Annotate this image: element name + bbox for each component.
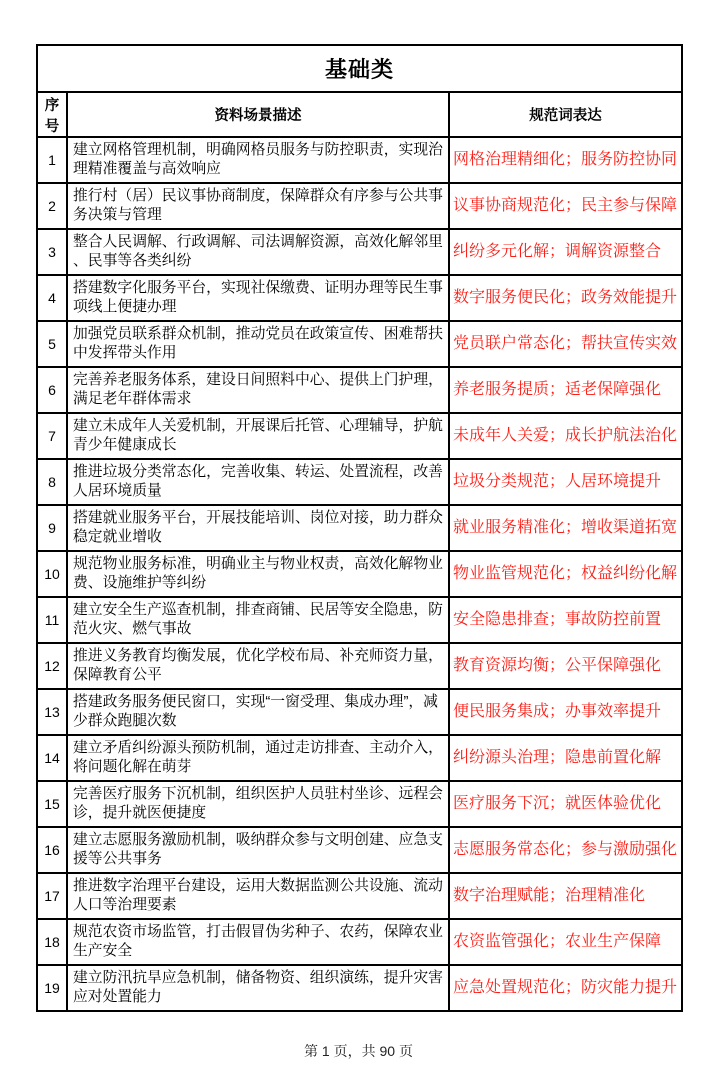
- row-index: 8: [37, 459, 67, 505]
- table-row: [37, 183, 682, 229]
- row-standard-keywords: 党员联户常态化；帮扶宣传实效: [449, 321, 682, 367]
- row-standard-keywords: 农资监管强化；农业生产保障: [449, 919, 682, 965]
- column-header-description: 资料场景描述: [67, 92, 449, 137]
- row-scene-description: 完善养老服务体系，建设日间照料中心、提供上门护理，满足老年群体需求: [67, 367, 449, 413]
- table-row: [37, 873, 682, 919]
- row-scene-description: 搭建数字化服务平台，实现社保缴费、证明办理等民生事项线上便捷办理: [67, 275, 449, 321]
- row-index: 10: [37, 551, 67, 597]
- table-header-row: [37, 92, 682, 137]
- table-row: [37, 505, 682, 551]
- row-standard-keywords: 安全隐患排查；事故防控前置: [449, 597, 682, 643]
- row-index: 3: [37, 229, 67, 275]
- table-title: 基础类: [37, 45, 682, 92]
- row-index: 13: [37, 689, 67, 735]
- row-index: 9: [37, 505, 67, 551]
- column-header-index: 序号: [37, 92, 67, 137]
- row-scene-description: 建立安全生产巡查机制，排查商铺、民居等安全隐患，防范火灾、燃气事故: [67, 597, 449, 643]
- category-table: [36, 44, 683, 1012]
- row-scene-description: 建立志愿服务激励机制，吸纳群众参与文明创建、应急支援等公共事务: [67, 827, 449, 873]
- row-index: 7: [37, 413, 67, 459]
- table-row: [37, 275, 682, 321]
- row-index: 4: [37, 275, 67, 321]
- row-standard-keywords: 便民服务集成；办事效率提升: [449, 689, 682, 735]
- table-row: [37, 459, 682, 505]
- column-header-keywords: 规范词表达: [449, 92, 682, 137]
- row-index: 5: [37, 321, 67, 367]
- row-index: 2: [37, 183, 67, 229]
- row-standard-keywords: 网格治理精细化；服务防控协同: [449, 137, 682, 183]
- row-standard-keywords: 纠纷多元化解；调解资源整合: [449, 229, 682, 275]
- row-scene-description: 推进数字治理平台建设，运用大数据监测公共设施、流动人口等治理要素: [67, 873, 449, 919]
- row-index: 1: [37, 137, 67, 183]
- row-scene-description: 搭建就业服务平台，开展技能培训、岗位对接，助力群众稳定就业增收: [67, 505, 449, 551]
- table-row: [37, 781, 682, 827]
- row-scene-description: 规范农资市场监管，打击假冒伪劣种子、农药，保障农业生产安全: [67, 919, 449, 965]
- row-standard-keywords: 议事协商规范化；民主参与保障: [449, 183, 682, 229]
- table-row: [37, 413, 682, 459]
- row-index: 12: [37, 643, 67, 689]
- row-standard-keywords: 数字治理赋能；治理精准化: [449, 873, 682, 919]
- table-row: [37, 137, 682, 183]
- table-row: [37, 229, 682, 275]
- row-scene-description: 搭建政务服务便民窗口，实现“一窗受理、集成办理”，减少群众跑腿次数: [67, 689, 449, 735]
- row-index: 17: [37, 873, 67, 919]
- row-standard-keywords: 教育资源均衡；公平保障强化: [449, 643, 682, 689]
- row-scene-description: 建立矛盾纠纷源头预防机制，通过走访排查、主动介入，将问题化解在萌芽: [67, 735, 449, 781]
- page-number-indicator: 第 1 页，共 90 页: [304, 1043, 413, 1059]
- row-standard-keywords: 应急处置规范化；防灾能力提升: [449, 965, 682, 1011]
- table-row: [37, 735, 682, 781]
- row-scene-description: 建立网格管理机制，明确网格员服务与防控职责，实现治理精准覆盖与高效响应: [67, 137, 449, 183]
- row-scene-description: 推进垃圾分类常态化，完善收集、转运、处置流程，改善人居环境质量: [67, 459, 449, 505]
- table-row: [37, 597, 682, 643]
- row-standard-keywords: 医疗服务下沉；就医体验优化: [449, 781, 682, 827]
- row-standard-keywords: 养老服务提质；适老保障强化: [449, 367, 682, 413]
- table-title-row: [37, 45, 682, 92]
- row-standard-keywords: 志愿服务常态化；参与激励强化: [449, 827, 682, 873]
- row-index: 18: [37, 919, 67, 965]
- table-row: [37, 367, 682, 413]
- table-row: [37, 643, 682, 689]
- row-index: 6: [37, 367, 67, 413]
- table-row: [37, 827, 682, 873]
- row-index: 16: [37, 827, 67, 873]
- row-scene-description: 完善医疗服务下沉机制，组织医护人员驻村坐诊、远程会诊，提升就医便捷度: [67, 781, 449, 827]
- table-row: [37, 689, 682, 735]
- row-scene-description: 规范物业服务标准，明确业主与物业权责，高效化解物业费、设施维护等纠纷: [67, 551, 449, 597]
- row-scene-description: 加强党员联系群众机制，推动党员在政策宣传、困难帮扶中发挥带头作用: [67, 321, 449, 367]
- row-standard-keywords: 就业服务精准化；增收渠道拓宽: [449, 505, 682, 551]
- row-standard-keywords: 物业监管规范化；权益纠纷化解: [449, 551, 682, 597]
- row-scene-description: 整合人民调解、行政调解、司法调解资源，高效化解邻里、民事等各类纠纷: [67, 229, 449, 275]
- table-row: [37, 551, 682, 597]
- row-scene-description: 推行村（居）民议事协商制度，保障群众有序参与公共事务决策与管理: [67, 183, 449, 229]
- row-scene-description: 建立防汛抗旱应急机制，储备物资、组织演练，提升灾害应对处置能力: [67, 965, 449, 1011]
- row-standard-keywords: 垃圾分类规范；人居环境提升: [449, 459, 682, 505]
- row-index: 15: [37, 781, 67, 827]
- table-row: [37, 965, 682, 1011]
- row-index: 14: [37, 735, 67, 781]
- table-row: [37, 919, 682, 965]
- row-standard-keywords: 未成年人关爱；成长护航法治化: [449, 413, 682, 459]
- row-scene-description: 推进义务教育均衡发展，优化学校布局、补充师资力量，保障教育公平: [67, 643, 449, 689]
- row-index: 11: [37, 597, 67, 643]
- row-standard-keywords: 数字服务便民化；政务效能提升: [449, 275, 682, 321]
- row-scene-description: 建立未成年人关爱机制，开展课后托管、心理辅导，护航青少年健康成长: [67, 413, 449, 459]
- table-body: [37, 137, 682, 1011]
- row-index: 19: [37, 965, 67, 1011]
- row-standard-keywords: 纠纷源头治理；隐患前置化解: [449, 735, 682, 781]
- table-row: [37, 321, 682, 367]
